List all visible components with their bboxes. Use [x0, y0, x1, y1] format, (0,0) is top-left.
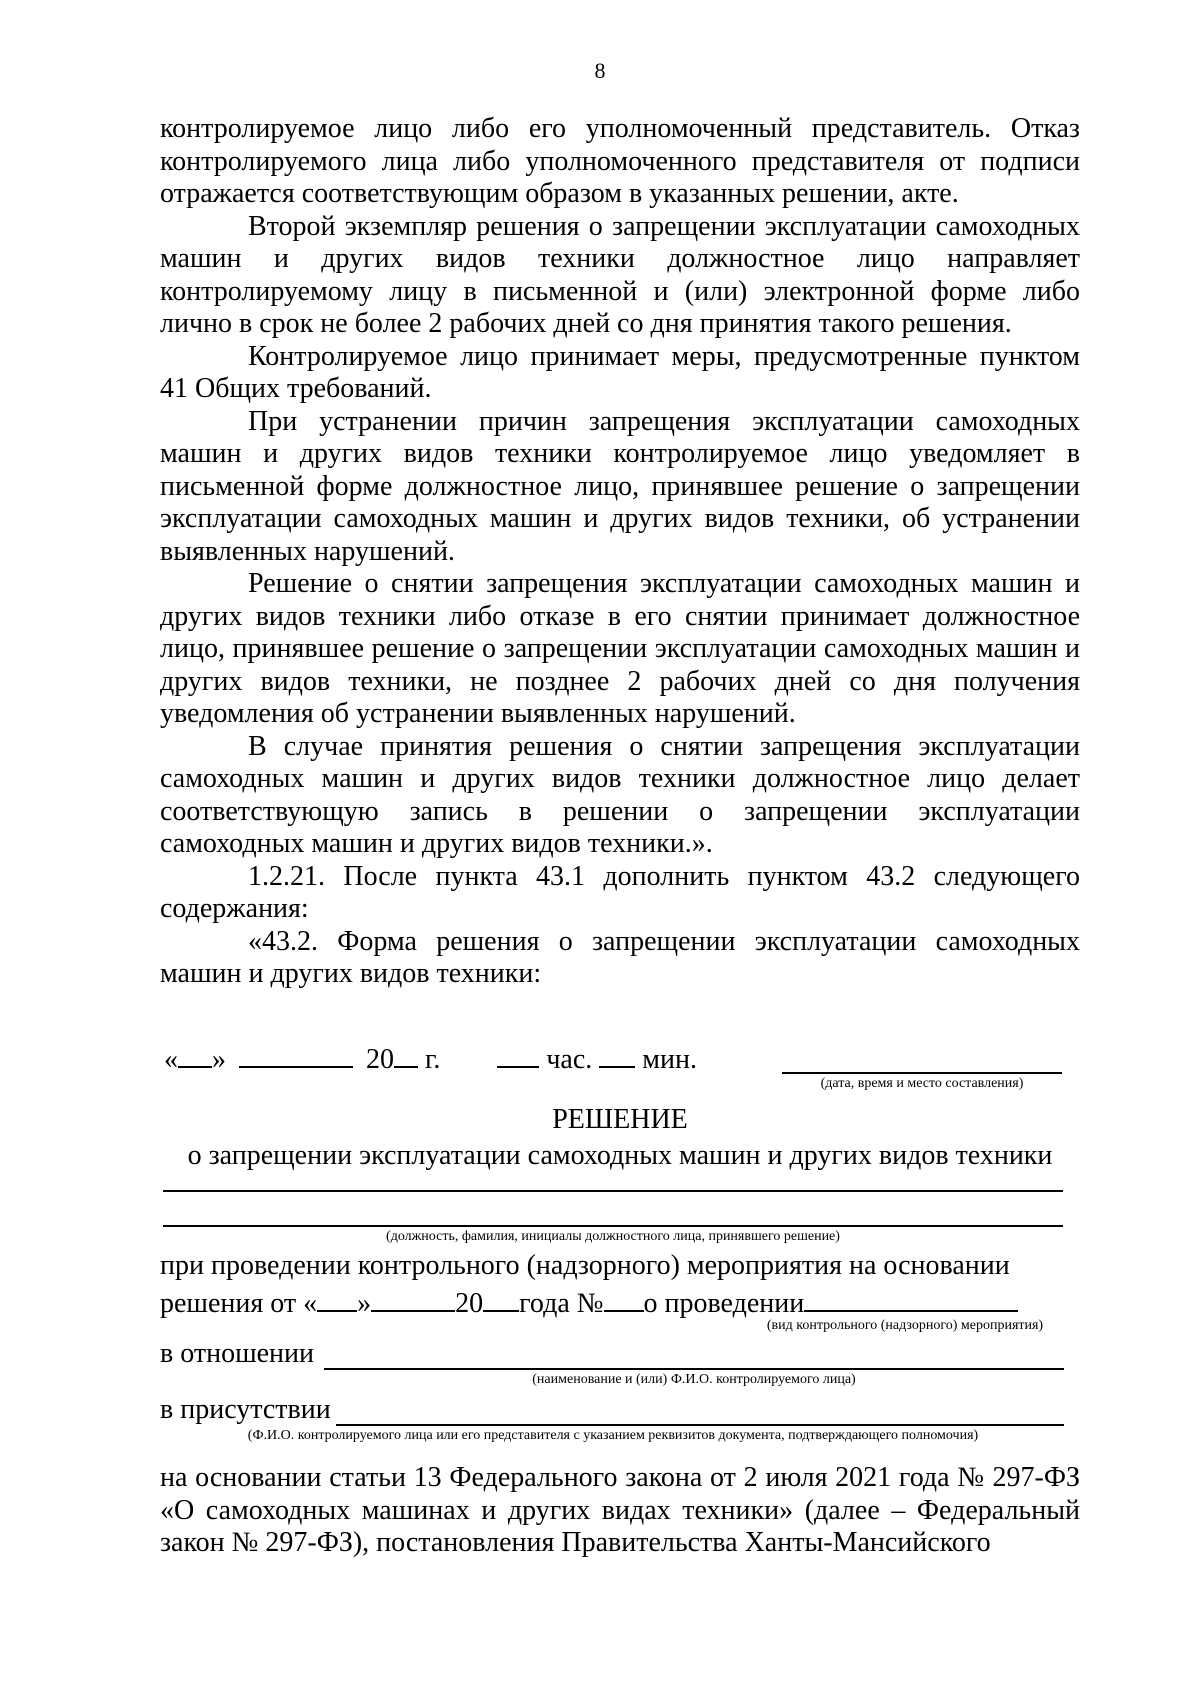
presence-line	[336, 1424, 1064, 1426]
decision-month-blank	[371, 1284, 455, 1312]
paragraph-7: 1.2.21. После пункта 43.1 дополнить пунктом 43.2 следующего содержания:	[160, 860, 1080, 924]
presence-hint: (Ф.И.О. контролируемого лица или его представителя с указанием реквизитов документа, подтверждающего полномочия)	[247, 1428, 979, 1443]
year-blank	[394, 1040, 418, 1068]
date-open-quote: «	[164, 1044, 178, 1075]
form-title: РЕШЕНИЕ	[552, 1104, 688, 1135]
regarding-label: в отношении	[160, 1338, 315, 1369]
regarding-hint: (наименование и (или) Ф.И.О. контролируемого лица)	[532, 1372, 856, 1387]
decision-day-blank	[317, 1284, 357, 1312]
presence-label: в присутствии	[160, 1394, 331, 1425]
date-time-row	[164, 1040, 697, 1077]
closing-paragraph: на основании статьи 13 Федерального закона от 2 июля 2021 года № 297-ФЗ «О самоходных машинах и других видах техники» (далее – Федеральный закон № 297-ФЗ), постановления Правительства Ханты-Мансийского	[160, 1462, 1080, 1558]
paragraph-6: В случае принятия решения о снятии запрещения эксплуатации самоходных машин и других видов техники должностное лицо делает соответствующую запись в решении о запрещении эксплуатации самоходных машин и других видов техники.».	[160, 730, 1080, 859]
decision-number-blank	[604, 1284, 644, 1312]
paragraph-1: контролируемое лицо либо его уполномоченный представитель. Отказ контролируемого лица либо уполномоченного представителя от подписи отражается соответствующим образом в указанных решении, акте.	[160, 113, 1080, 209]
event-type-hint: (вид контрольного (надзорного) мероприятия)	[766, 1318, 1044, 1333]
decision-prefix: решения от «	[160, 1288, 318, 1319]
form-subtitle: о запрещении эксплуатации самоходных машин и других видов техники	[187, 1140, 1053, 1171]
event-line: при проведении контрольного (надзорного) мероприятия на основании	[160, 1250, 1010, 1281]
date-close-quote: »	[212, 1044, 226, 1075]
official-line-2	[163, 1225, 1063, 1227]
minutes-label: мин.	[642, 1044, 697, 1075]
paragraph-8: «43.2. Форма решения о запрещении эксплуатации самоходных машин и других видов техники:	[160, 925, 1080, 989]
paragraph-2: Второй экземпляр решения о запрещении эксплуатации самоходных машин и других видов техники должностное лицо направляет контролируемому лицу в письменной и (или) электронной форме либо лично в срок не более 2 рабочих дней со дня принятия такого решения.	[160, 210, 1080, 339]
event-type-blank	[804, 1284, 1018, 1312]
paragraph-3: Контролируемое лицо принимает меры, предусмотренные пунктом 41 Общих требований.	[160, 340, 1080, 404]
decision-row	[160, 1284, 1018, 1320]
decision-year-label: года №	[519, 1288, 604, 1319]
page-number: 8	[594, 58, 606, 83]
year-prefix: 20	[366, 1044, 394, 1075]
day-blank	[178, 1040, 212, 1068]
decision-year-blank	[483, 1284, 519, 1312]
official-hint: (должность, фамилия, инициалы должностного лица, принявшего решение)	[386, 1229, 840, 1244]
decision-about: о проведении	[643, 1288, 805, 1319]
paragraph-4: При устранении причин запрещения эксплуатации самоходных машин и других видов техники контролируемое лицо уведомляет в письменной форме должностное лицо, принявшее решение о запрещении эксплуатации самоходных машин и других видов техники, об устранении выявленных нарушений.	[160, 405, 1080, 567]
minutes-blank	[599, 1040, 635, 1068]
hours-blank	[497, 1040, 539, 1068]
decision-year: 20	[455, 1288, 484, 1319]
regarding-line	[324, 1368, 1064, 1370]
year-suffix: г.	[425, 1044, 441, 1075]
month-blank	[239, 1040, 353, 1068]
date-place-hint: (дата, время и место составления)	[820, 1076, 1024, 1091]
official-line-1	[163, 1190, 1063, 1192]
date-place-line	[782, 1072, 1062, 1074]
decision-quote-close: »	[357, 1288, 372, 1319]
hours-label: час.	[546, 1044, 593, 1075]
paragraph-5: Решение о снятии запрещения эксплуатации самоходных машин и других видов техники либо отказе в его снятии принимает должностное лицо, принявшее решение о запрещении эксплуатации самоходных машин и других видов техники, не позднее 2 рабочих дней со дня получения уведомления об устранении выявленных нарушений.	[160, 568, 1080, 729]
document-body	[160, 113, 1080, 991]
